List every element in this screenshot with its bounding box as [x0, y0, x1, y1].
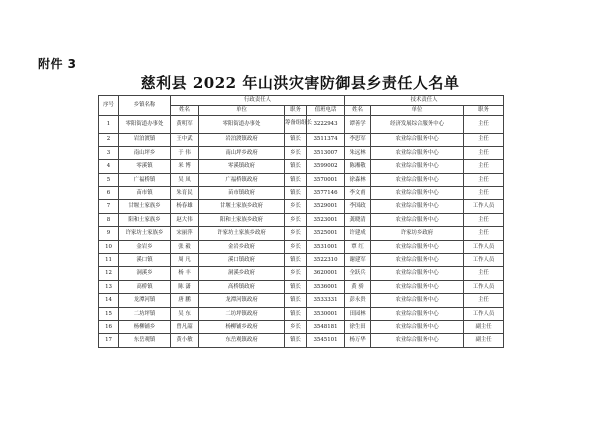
cell-seq: 4	[99, 160, 119, 173]
cell-township: 零溪镇	[119, 160, 171, 173]
cell-admin-position: 乡长	[285, 227, 307, 240]
cell-phone: 3577146	[307, 187, 345, 200]
cell-tech-position: 副主任	[464, 320, 504, 333]
table-row	[99, 334, 504, 347]
cell-tech-unit: 农业综合服务中心	[371, 280, 464, 293]
cell-tech-name: 李文甫	[345, 187, 371, 200]
cell-seq: 11	[99, 254, 119, 267]
cell-seq: 17	[99, 334, 119, 347]
cell-admin-name: 吴 东	[171, 307, 199, 320]
cell-tech-position: 工作人员	[464, 200, 504, 213]
cell-tech-position: 主任	[464, 146, 504, 159]
cell-phone: 3548181	[307, 320, 345, 333]
cell-admin-position: 乡长	[285, 240, 307, 253]
cell-admin-unit: 杨柳铺乡政府	[199, 320, 285, 333]
cell-admin-position: 镇长	[285, 280, 307, 293]
cell-tech-position: 工作人员	[464, 254, 504, 267]
responsibility-table	[98, 95, 504, 348]
cell-phone: 3531001	[307, 240, 345, 253]
cell-admin-unit: 高桥镇政府	[199, 280, 285, 293]
cell-admin-name: 杨春雄	[171, 200, 199, 213]
cell-township: 杨柳铺乡	[119, 320, 171, 333]
cell-admin-unit: 洞溪乡政府	[199, 267, 285, 280]
table-row	[99, 133, 504, 146]
cell-tech-unit: 农业综合服务中心	[371, 213, 464, 226]
cell-tech-unit: 农业综合服务中心	[371, 320, 464, 333]
cell-admin-name: 赵大伟	[171, 213, 199, 226]
cell-seq: 5	[99, 173, 119, 186]
cell-tech-unit: 农业综合服务中心	[371, 160, 464, 173]
cell-phone: 3570001	[307, 173, 345, 186]
cell-admin-name: 王中武	[171, 133, 199, 146]
header-admin-group: 行政责任人	[171, 96, 345, 106]
cell-tech-name: 李国政	[345, 200, 371, 213]
cell-seq: 9	[99, 227, 119, 240]
cell-tech-name: 田园林	[345, 307, 371, 320]
cell-tech-name: 许建成	[345, 227, 371, 240]
cell-tech-unit: 农业综合服务中心	[371, 200, 464, 213]
header-tech-position: 职务	[464, 106, 504, 116]
cell-admin-name: 米 博	[171, 160, 199, 173]
cell-tech-unit: 许家坊乡政府	[371, 227, 464, 240]
cell-seq: 2	[99, 133, 119, 146]
table-row	[99, 267, 504, 280]
cell-tech-name: 黄 骄	[345, 280, 371, 293]
cell-tech-unit: 农业综合服务中心	[371, 334, 464, 347]
cell-phone: 3530001	[307, 307, 345, 320]
cell-tech-unit: 农业综合服务中心	[371, 267, 464, 280]
header-admin-position: 职务	[285, 106, 307, 116]
cell-tech-name: 彭永贵	[345, 294, 371, 307]
table-row	[99, 307, 504, 320]
table-row	[99, 200, 504, 213]
cell-admin-position: 镇长	[285, 187, 307, 200]
cell-admin-unit: 阳和土家族乡政府	[199, 213, 285, 226]
cell-phone: 3533331	[307, 294, 345, 307]
header-admin-unit: 单位	[199, 106, 285, 116]
table-row	[99, 173, 504, 186]
cell-seq: 16	[99, 320, 119, 333]
cell-tech-unit: 农业综合服务中心	[371, 240, 464, 253]
cell-admin-name: 于 伟	[171, 146, 199, 159]
cell-phone: 3599002	[307, 160, 345, 173]
header-seq: 序号	[99, 96, 119, 116]
header-tech-name: 姓名	[345, 106, 371, 116]
cell-seq: 15	[99, 307, 119, 320]
cell-admin-position: 镇长	[285, 334, 307, 347]
cell-tech-name: 覃 红	[345, 240, 371, 253]
cell-admin-name: 唐 鹏	[171, 294, 199, 307]
cell-tech-position: 工作人员	[464, 280, 504, 293]
cell-phone: 3545101	[307, 334, 345, 347]
attachment-label: 附件 3	[38, 57, 77, 71]
cell-township: 广福桥镇	[119, 173, 171, 186]
cell-township: 高桥镇	[119, 280, 171, 293]
cell-seq: 6	[99, 187, 119, 200]
cell-township: 二坊坪镇	[119, 307, 171, 320]
cell-tech-unit: 农业综合服务中心	[371, 254, 464, 267]
cell-township: 南山坪乡	[119, 146, 171, 159]
cell-township: 甘堰土家族乡	[119, 200, 171, 213]
cell-admin-position: 镇长	[285, 294, 307, 307]
cell-admin-unit: 零阳街道办事处	[199, 116, 285, 134]
cell-admin-unit: 许家坊土家族乡政府	[199, 227, 285, 240]
cell-seq: 3	[99, 146, 119, 159]
header-phone: 值班电话	[307, 106, 345, 116]
cell-tech-name: 陈湘敬	[345, 160, 371, 173]
cell-township: 洞溪乡	[119, 267, 171, 280]
cell-phone: 3523001	[307, 213, 345, 226]
cell-admin-position: 乡长	[285, 146, 307, 159]
cell-admin-unit: 苗市镇政府	[199, 187, 285, 200]
cell-tech-unit: 经济发展综合服务中心	[371, 116, 464, 134]
table-row	[99, 213, 504, 226]
cell-tech-name: 龚晓清	[345, 213, 371, 226]
cell-admin-name: 周 凡	[171, 254, 199, 267]
cell-tech-position: 主任	[464, 116, 504, 134]
cell-tech-position: 工作人员	[464, 240, 504, 253]
header-township: 乡镇名称	[119, 96, 171, 116]
cell-township: 龙潭河镇	[119, 294, 171, 307]
cell-seq: 12	[99, 267, 119, 280]
cell-tech-position: 主任	[464, 187, 504, 200]
cell-township: 苗市镇	[119, 187, 171, 200]
cell-tech-unit: 农业综合服务中心	[371, 133, 464, 146]
cell-phone: 3511374	[307, 133, 345, 146]
table-row	[99, 187, 504, 200]
cell-admin-name: 朱育民	[171, 187, 199, 200]
cell-admin-unit: 岩泊渡镇政府	[199, 133, 285, 146]
cell-tech-position: 主任	[464, 213, 504, 226]
cell-tech-unit: 农业综合服务中心	[371, 173, 464, 186]
cell-admin-position: 筹备组组长	[285, 116, 307, 134]
cell-phone: 3222943	[307, 116, 345, 134]
cell-admin-position: 乡长	[285, 267, 307, 280]
cell-tech-position: 主任	[464, 294, 504, 307]
cell-tech-name: 徐森林	[345, 173, 371, 186]
cell-phone: 3620001	[307, 267, 345, 280]
cell-township: 许家坊土家族乡	[119, 227, 171, 240]
cell-seq: 8	[99, 213, 119, 226]
header-admin-name: 姓名	[171, 106, 199, 116]
cell-admin-position: 镇长	[285, 133, 307, 146]
cell-admin-unit: 溪口镇政府	[199, 254, 285, 267]
table-row	[99, 320, 504, 333]
cell-tech-name: 朱远林	[345, 146, 371, 159]
cell-township: 金岩乡	[119, 240, 171, 253]
cell-admin-unit: 二坊坪镇政府	[199, 307, 285, 320]
cell-phone: 3529001	[307, 200, 345, 213]
cell-tech-position: 主任	[464, 160, 504, 173]
cell-tech-position: 主任	[464, 267, 504, 280]
header-tech-group: 技术责任人	[345, 96, 504, 106]
cell-tech-position: 主任	[464, 227, 504, 240]
cell-tech-position: 副主任	[464, 334, 504, 347]
cell-admin-name: 黄明军	[171, 116, 199, 134]
header-tech-unit: 单位	[371, 106, 464, 116]
cell-tech-name: 杨万华	[345, 334, 371, 347]
cell-admin-position: 镇长	[285, 254, 307, 267]
cell-admin-position: 乡长	[285, 200, 307, 213]
cell-admin-name: 宋丽萍	[171, 227, 199, 240]
document-title: 慈利县 2022 年山洪灾害防御县乡责任人名单	[140, 74, 460, 92]
cell-tech-position: 主任	[464, 133, 504, 146]
cell-township: 阳和土家族乡	[119, 213, 171, 226]
cell-seq: 7	[99, 200, 119, 213]
cell-township: 东岳观镇	[119, 334, 171, 347]
cell-tech-name: 徐生田	[345, 320, 371, 333]
cell-township: 岩泊渡镇	[119, 133, 171, 146]
cell-admin-position: 镇长	[285, 160, 307, 173]
cell-phone: 3525001	[307, 227, 345, 240]
cell-tech-unit: 农业综合服务中心	[371, 146, 464, 159]
cell-phone: 3513007	[307, 146, 345, 159]
cell-phone: 3522310	[307, 254, 345, 267]
cell-admin-unit: 甘堰土家族乡政府	[199, 200, 285, 213]
table-row	[99, 254, 504, 267]
cell-seq: 14	[99, 294, 119, 307]
table-row	[99, 227, 504, 240]
cell-admin-name: 黄小敏	[171, 334, 199, 347]
cell-tech-name: 谭善学	[345, 116, 371, 134]
cell-tech-position: 主任	[464, 173, 504, 186]
cell-tech-name: 全跃兵	[345, 267, 371, 280]
cell-township: 零阳街道办事处	[119, 116, 171, 134]
cell-admin-position: 镇长	[285, 307, 307, 320]
cell-tech-unit: 农业综合服务中心	[371, 294, 464, 307]
cell-admin-unit: 金岩乡政府	[199, 240, 285, 253]
cell-admin-unit: 东岳观镇政府	[199, 334, 285, 347]
table-row	[99, 240, 504, 253]
cell-tech-position: 工作人员	[464, 307, 504, 320]
table-row	[99, 280, 504, 293]
table-row	[99, 294, 504, 307]
cell-admin-name: 杨 丰	[171, 267, 199, 280]
cell-admin-name: 曾凡韶	[171, 320, 199, 333]
table-row	[99, 116, 504, 134]
cell-tech-name: 李思军	[345, 133, 371, 146]
cell-admin-unit: 零溪镇政府	[199, 160, 285, 173]
table-row	[99, 146, 504, 159]
cell-admin-name: 吴 凤	[171, 173, 199, 186]
cell-admin-position: 乡长	[285, 320, 307, 333]
cell-admin-name: 陈 潇	[171, 280, 199, 293]
cell-tech-unit: 农业综合服务中心	[371, 307, 464, 320]
cell-tech-unit: 农业综合服务中心	[371, 187, 464, 200]
cell-admin-unit: 龙潭河镇政府	[199, 294, 285, 307]
cell-seq: 1	[99, 116, 119, 134]
cell-admin-name: 张 毅	[171, 240, 199, 253]
cell-township: 溪口镇	[119, 254, 171, 267]
cell-tech-name: 谢建军	[345, 254, 371, 267]
cell-seq: 13	[99, 280, 119, 293]
cell-seq: 10	[99, 240, 119, 253]
cell-admin-unit: 广福桥镇政府	[199, 173, 285, 186]
cell-admin-position: 镇长	[285, 173, 307, 186]
cell-phone: 3536001	[307, 280, 345, 293]
table-row	[99, 160, 504, 173]
cell-admin-position: 乡长	[285, 213, 307, 226]
cell-admin-unit: 南山坪乡政府	[199, 146, 285, 159]
